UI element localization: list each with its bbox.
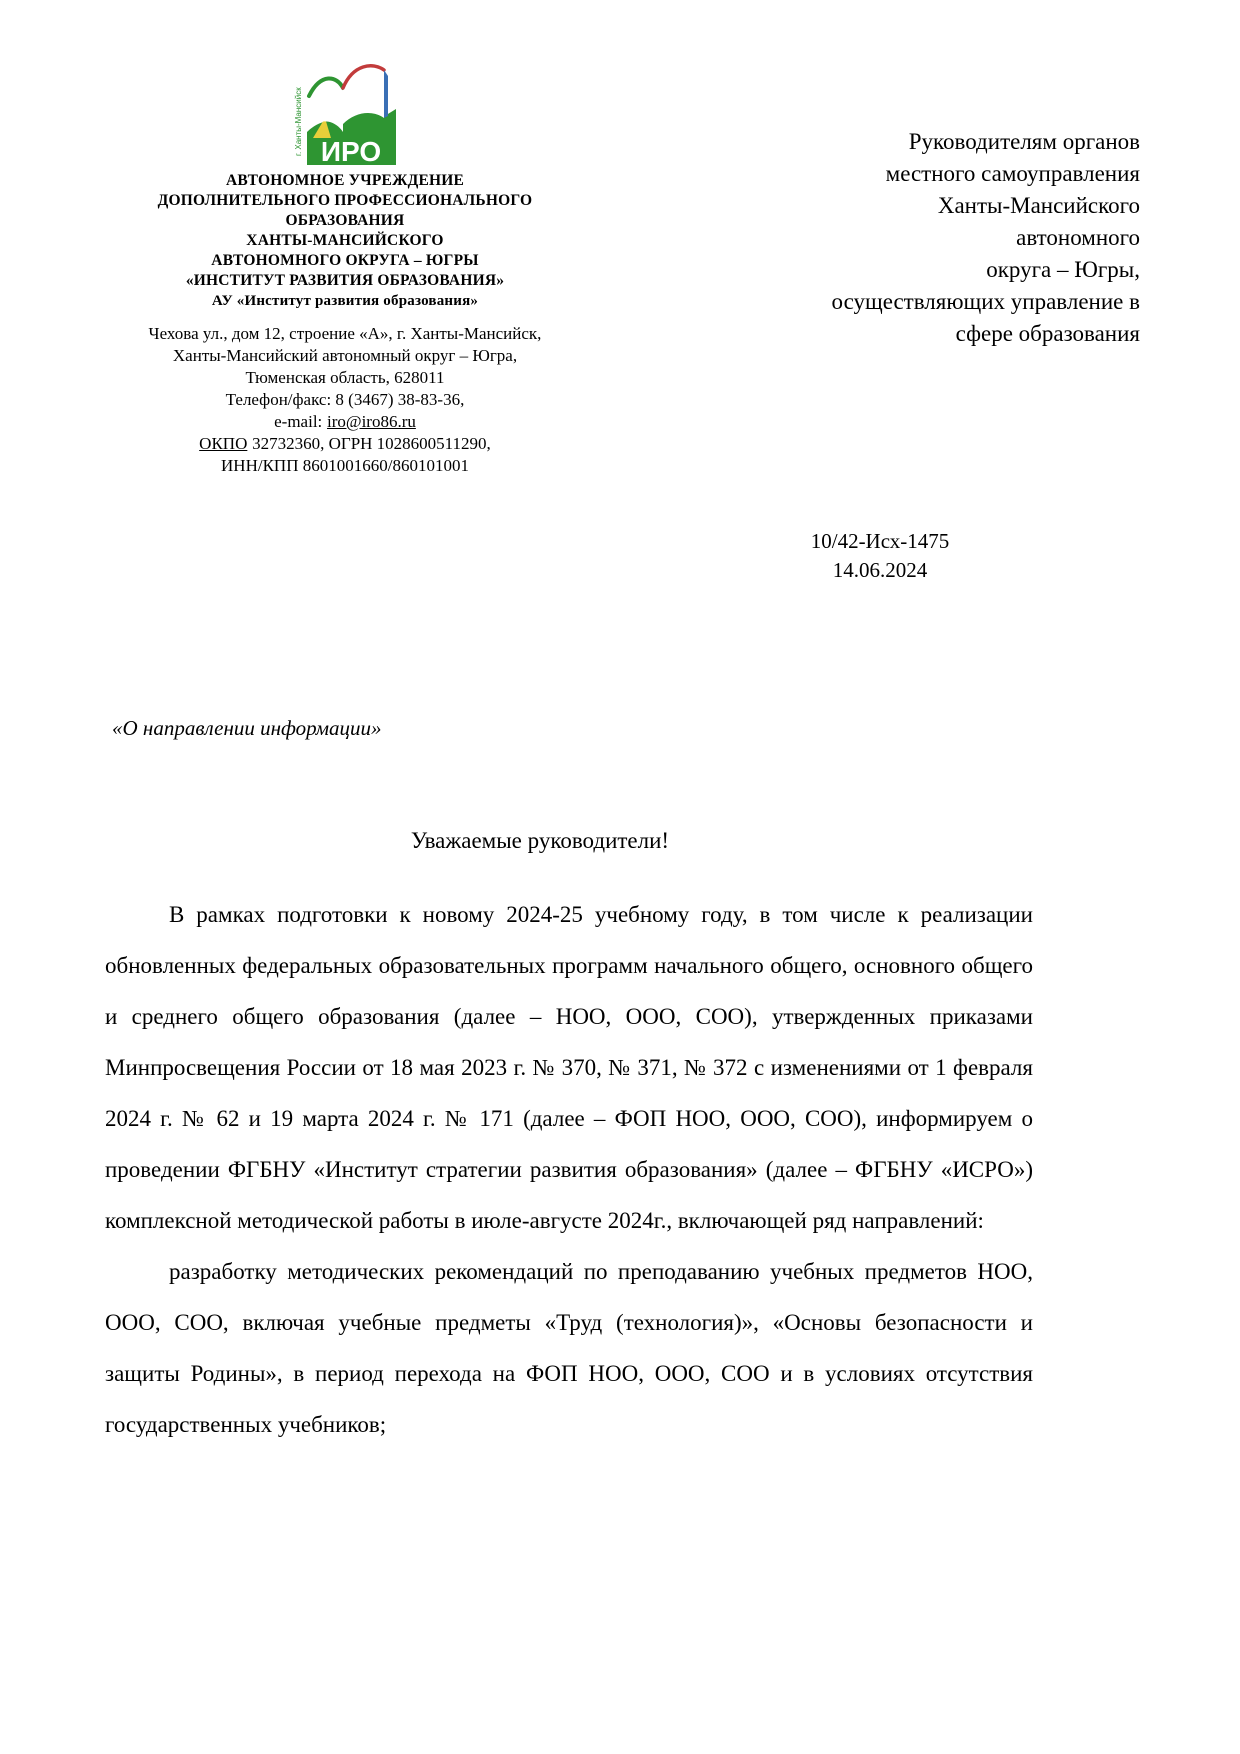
address-line: Чехова ул., дом 12, строение «А», г. Ханты-Мансийск, — [148, 324, 542, 343]
org-name-line: ОБРАЗОВАНИЯ — [285, 212, 405, 229]
reference-block — [740, 527, 1020, 585]
logo-acronym-text: ИРО — [320, 136, 382, 167]
letter-date: 14.06.2024 — [832, 558, 928, 582]
body-paragraph-1: В рамках подготовки к новому 2024-25 учебному году, в том числе к реализации обновленных федеральных образовательных программ начального общего, основного общего и среднего общего образования (далее – НОО, ООО, СОО), утвержденных приказами Минпросвещения России от 18 мая 2023 г. № 370, № 371, № 372 с изменениями от 1 февраля 2024 г. № 62 и 19 марта 2024 г. № 171 (далее – ФОП НОО, ООО, СОО), информируем о проведении ФГБНУ «Институт стратегии развития образования» (далее – ФГБНУ «ИСРО») комплексной методической работы в июле-августе 2024г., включающей ряд направлений: — [105, 902, 1033, 1233]
email-line — [95, 411, 595, 433]
greeting: Уважаемые руководители! — [410, 828, 670, 853]
recipient-line: местного самоуправления — [885, 161, 1140, 186]
org-short-name: АУ «Институт развития образования» — [211, 293, 479, 309]
org-name-line: «ИНСТИТУТ РАЗВИТИЯ ОБРАЗОВАНИЯ» — [185, 272, 505, 289]
recipient-block — [610, 126, 1140, 346]
okpo-label: ОКПО — [199, 434, 248, 453]
okpo-ogrn-line — [95, 433, 595, 455]
okpo-ogrn-values: 32732360, ОГРН 1028600511290, — [252, 434, 491, 453]
org-address-block — [95, 323, 595, 477]
email-link[interactable]: iro@iro86.ru — [327, 412, 416, 431]
email-label: e-mail: — [274, 412, 323, 431]
org-name-line: ДОПОЛНИТЕЛЬНОГО ПРОФЕССИОНАЛЬНОГО — [157, 192, 533, 209]
org-name-line: АВТОНОМНОЕ УЧРЕЖДЕНИЕ — [225, 172, 465, 189]
address-line: Тюменская область, 628011 — [245, 368, 445, 387]
recipient-line: Ханты-Мансийского — [937, 193, 1140, 218]
letter-body — [105, 889, 1033, 1450]
phone-line: Телефон/факс: 8 (3467) 38-83-36, — [225, 390, 465, 409]
org-name-line: ХАНТЫ-МАНСИЙСКОГО — [246, 232, 444, 249]
organization-name-block — [95, 171, 595, 312]
recipient-line: автономного — [1016, 225, 1140, 250]
open-book-logo-icon — [283, 60, 405, 168]
logo-city-text: г. Ханты-Мансийск — [294, 87, 303, 156]
iro-logo — [283, 60, 405, 168]
body-paragraph-2: разработку методических рекомендаций по преподаванию учебных предметов НОО, ООО, СОО, включая учебные предметы «Труд (технология)», «Основы безопасности и защиты Родины», в период перехода на ФОП НОО, ООО, СОО и в условиях отсутствия государственных учебников; — [105, 1259, 1033, 1437]
recipient-line: округа – Югры, — [986, 257, 1140, 282]
org-name-line: АВТОНОМНОГО ОКРУГА – ЮГРЫ — [211, 252, 479, 269]
subject-line: «О направлении информации» — [112, 716, 382, 740]
recipient-line: сфере образования — [955, 321, 1140, 346]
recipient-line: Руководителям органов — [908, 129, 1140, 154]
outgoing-number: 10/42-Исх-1475 — [810, 529, 950, 553]
inn-kpp-line: ИНН/КПП 8601001660/860101001 — [221, 456, 469, 475]
address-line: Ханты-Мансийский автономный округ – Югра, — [172, 346, 518, 365]
recipient-line: осуществляющих управление в — [831, 289, 1140, 314]
